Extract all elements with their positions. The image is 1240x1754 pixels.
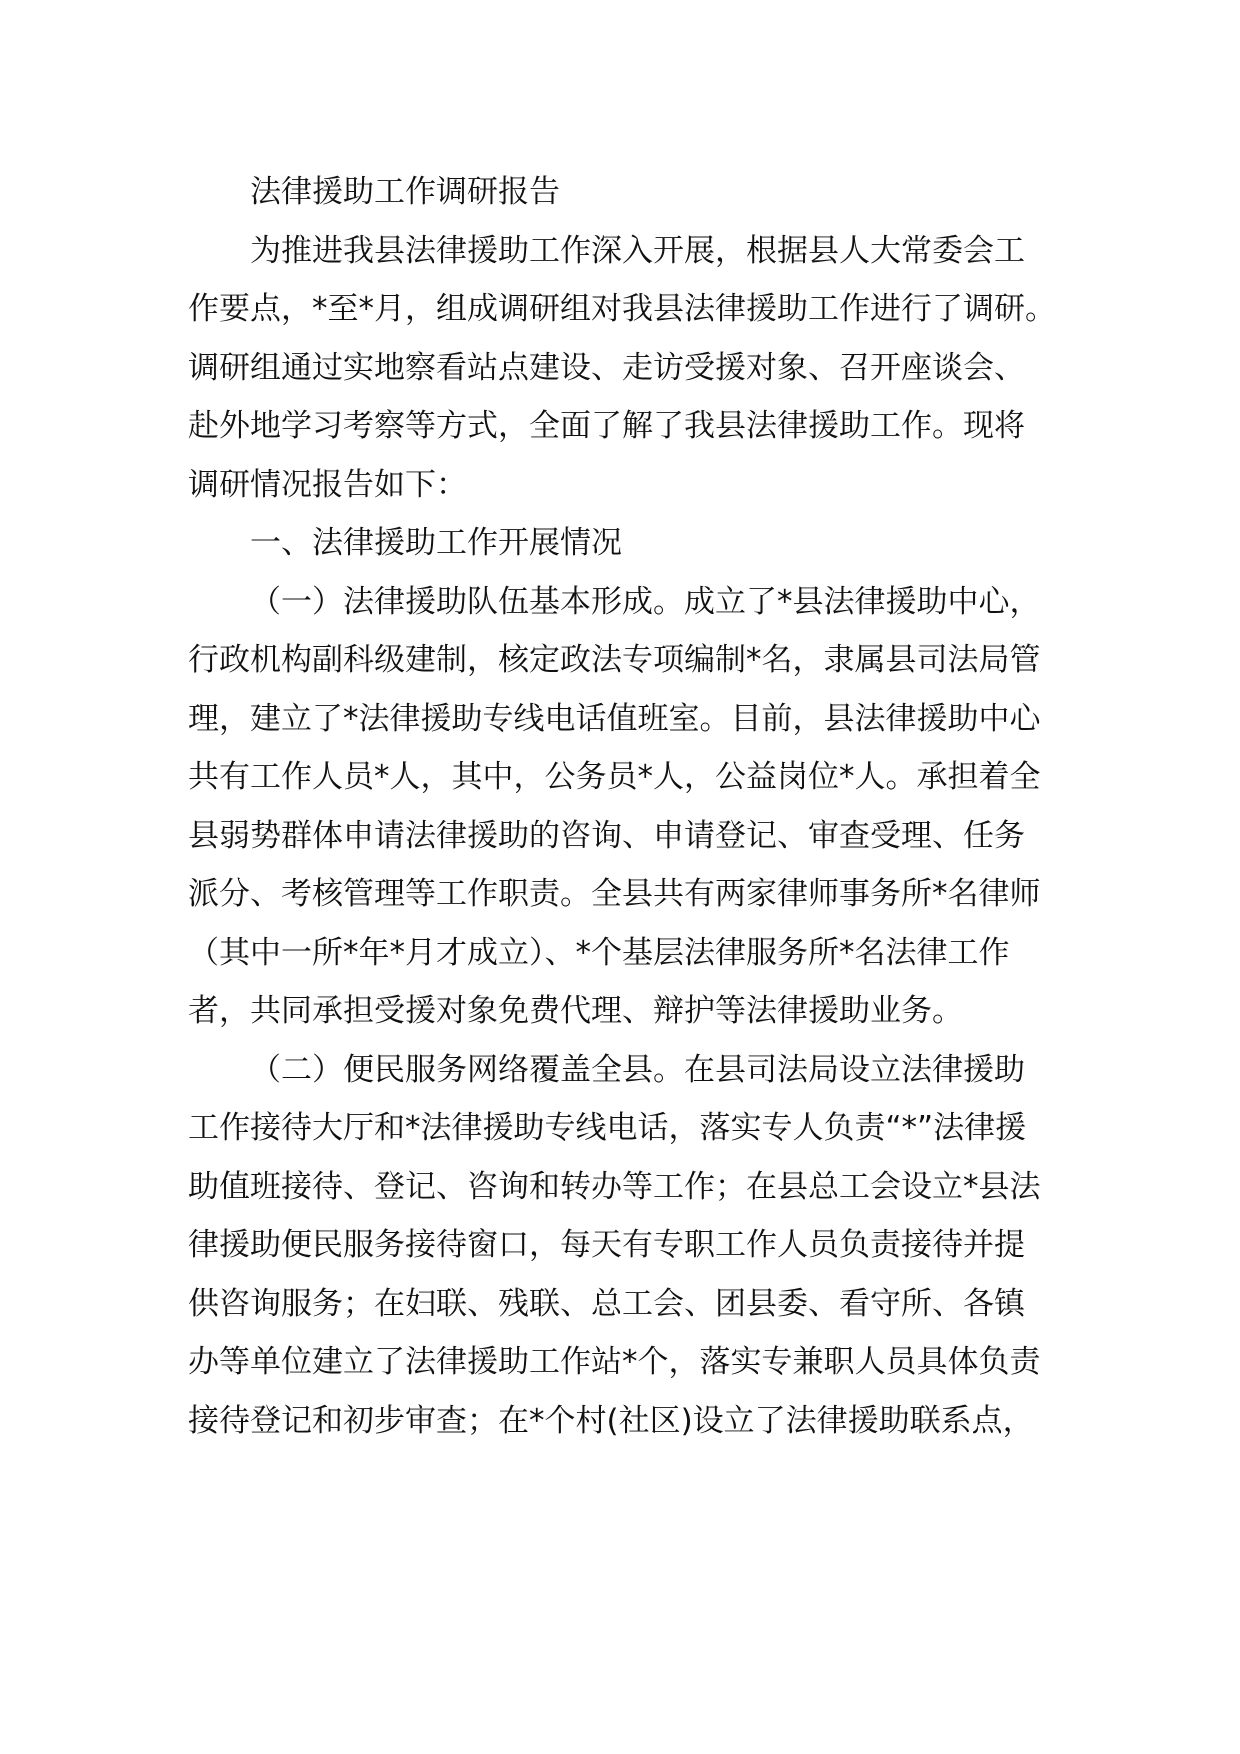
paragraph-line: 调研情况报告如下： (188, 467, 467, 503)
paragraph-line: 为推进我县法律援助工作深入开展，根据县人大常委会工 (250, 233, 1025, 269)
paragraph-line: 接待登记和初步审查；在*个村(社区)设立了法律援助联系点， (188, 1403, 1034, 1439)
paragraph-line: 律援助便民服务接待窗口，每天有专职工作人员负责接待并提 (188, 1227, 1025, 1263)
section-heading: 一、法律援助工作开展情况 (250, 525, 622, 561)
paragraph-line: 调研组通过实地察看站点建设、走访受援对象、召开座谈会、 (188, 350, 1025, 386)
paragraph-line: 派分、考核管理等工作职责。全县共有两家律师事务所*名律师 (188, 876, 1041, 912)
paragraph-line: 行政机构副科级建制，核定政法专项编制*名，隶属县司法局管 (188, 642, 1041, 678)
paragraph-line: 办等单位建立了法律援助工作站*个，落实专兼职人员具体负责 (188, 1344, 1041, 1380)
paragraph-line: 理，建立了*法律援助专线电话值班室。目前，县法律援助中心 (188, 701, 1041, 737)
paragraph-line: 工作接待大厅和*法律援助专线电话，落实专人负责“*”法律援 (188, 1110, 1027, 1146)
paragraph-line: （二）便民服务网络覆盖全县。在县司法局设立法律援助 (250, 1052, 1025, 1088)
document-title: 法律援助工作调研报告 (250, 174, 560, 210)
paragraph-line: 供咨询服务；在妇联、残联、总工会、团县委、看守所、各镇 (188, 1286, 1025, 1322)
paragraph-line: 赴外地学习考察等方式，全面了解了我县法律援助工作。现将 (188, 408, 1025, 444)
paragraph-line: 者，共同承担受援对象免费代理、辩护等法律援助业务。 (188, 993, 963, 1029)
paragraph-line: 县弱势群体申请法律援助的咨询、申请登记、审查受理、任务 (188, 818, 1025, 854)
paragraph-line: （其中一所*年*月才成立）、*个基层法律服务所*名法律工作 (188, 935, 1010, 971)
paragraph-line: （一）法律援助队伍基本形成。成立了*县法律援助中心， (250, 584, 1041, 620)
paragraph-line: 作要点，*至*月，组成调研组对我县法律援助工作进行了调研。 (188, 291, 1056, 327)
paragraph-line: 共有工作人员*人，其中，公务员*人，公益岗位*人。承担着全 (188, 759, 1041, 795)
paragraph-line: 助值班接待、登记、咨询和转办等工作；在县总工会设立*县法 (188, 1169, 1041, 1205)
